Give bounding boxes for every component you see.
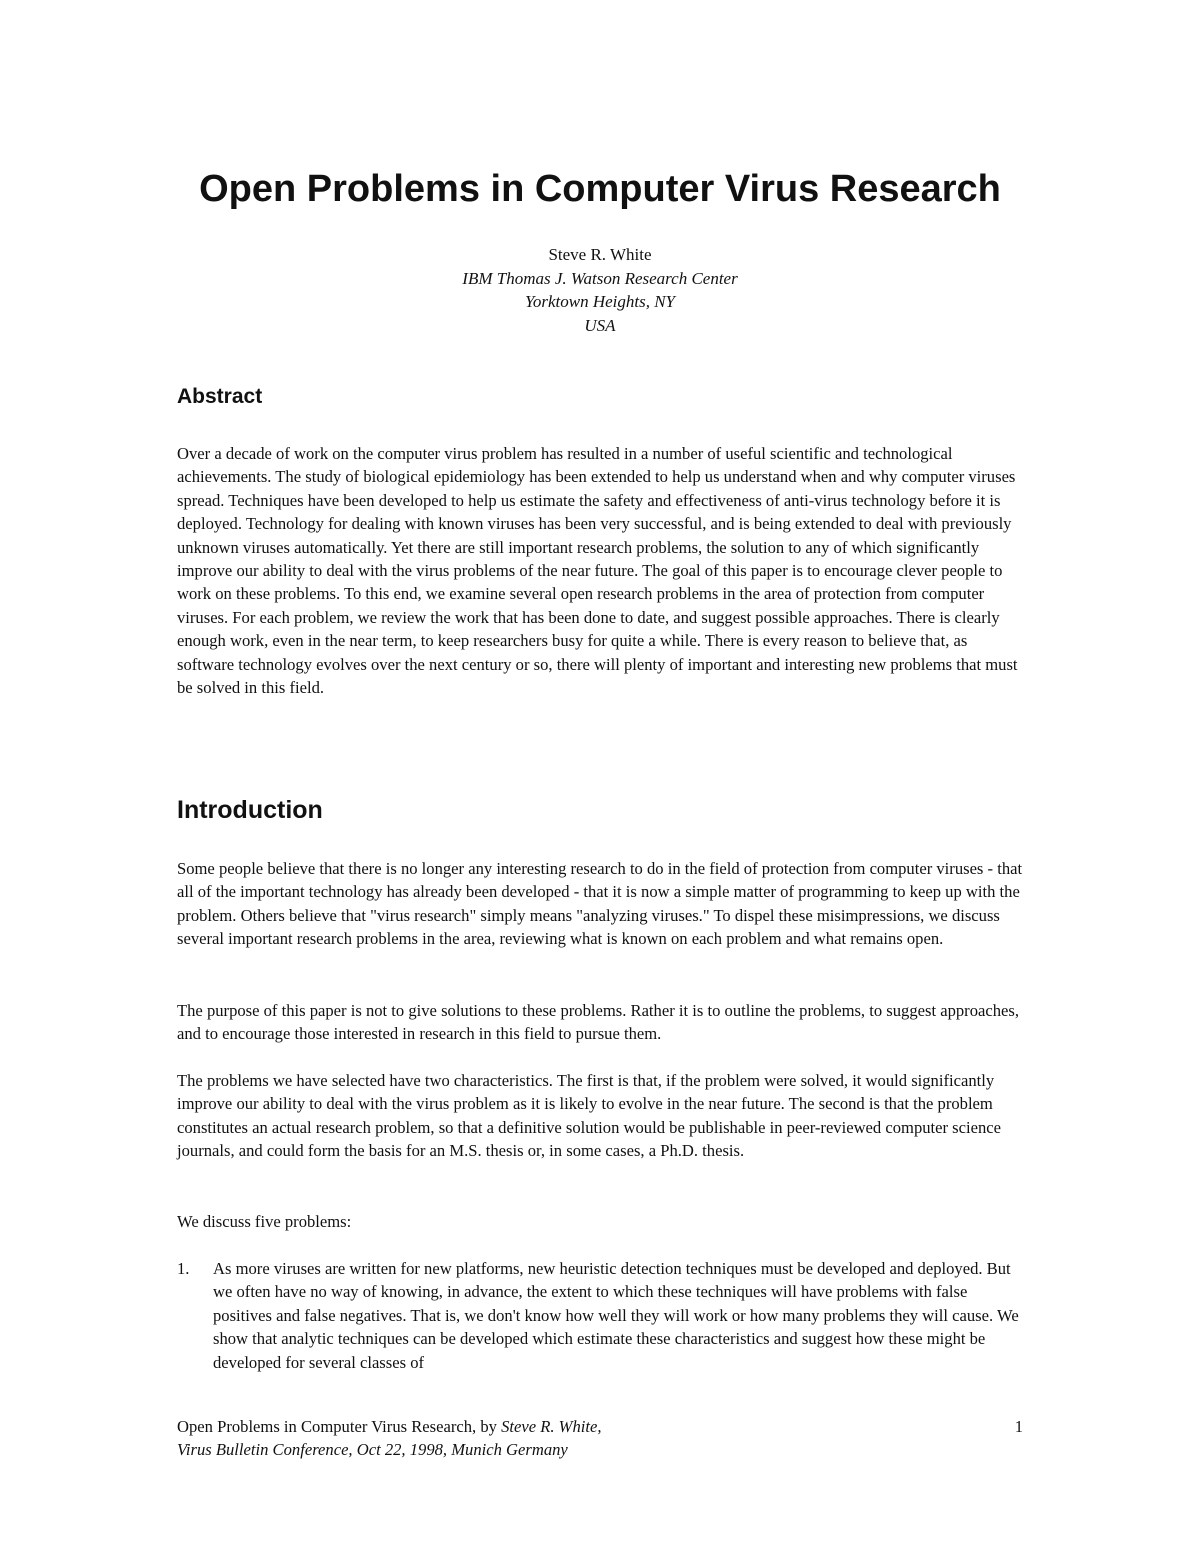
author-block [0,243,1200,337]
footer-conference: Virus Bulletin Conference, Oct 22, 1998, Munich Germany [177,1440,568,1459]
introduction-heading: Introduction [177,796,323,824]
footer-author: Steve R. White, [501,1417,602,1436]
page-footer [177,1415,1023,1461]
intro-paragraph: The purpose of this paper is not to give solutions to these problems. Rather it is to outline the problems, to suggest approaches, and to encourage those interested in research in this field to pursue them. [177,1001,1019,1044]
footer-line-1 [177,1415,1023,1438]
list-item-text: As more viruses are written for new platforms, new heuristic detection techniques must be developed and deployed. But we often have no way of knowing, in advance, the extent to which these techniques will have problems with false positives and false negatives. That is, we don't know how well they will work or how many problems they will cause. We show that analytic techniques can be developed which estimate these characteristics and suggest how these might be developed for several classes of [213,1259,1019,1372]
abstract-heading: Abstract [177,385,263,408]
intro-paragraph: We discuss five problems: [177,1212,352,1231]
author-affiliation: IBM Thomas J. Watson Research Center [462,268,738,288]
paper-title: Open Problems in Computer Virus Research [199,168,1001,210]
author-country: USA [584,315,616,335]
abstract-text: Over a decade of work on the computer virus problem has resulted in a number of useful scientific and technological achievements. The study of biological epidemiology has been extended to help us understand when and why computer viruses spread. Techniques have been developed to help us estimate the safety and effectiveness of anti-virus technology before it is deployed. Technology for dealing with known viruses has been very successful, and is being extended to deal with previously unknown viruses automatically. Yet there are still important research problems, the solution to any of which significantly improve our ability to deal with the virus problems of the near future. The goal of this paper is to encourage clever people to work on these problems. To this end, we examine several open research problems in the area of protection from computer viruses. For each problem, we review the work that has been done to date, and suggest possible approaches. There is clearly enough work, even in the near term, to keep researchers busy for quite a while. There is every reason to believe that, as software technology evolves over the next century or so, there will plenty of important and interesting new problems that must be solved in this field. [177,444,1018,698]
intro-paragraph: The problems we have selected have two characteristics. The first is that, if the problem were solved, it would significantly improve our ability to deal with the virus problem as it is likely to evolve in the near future. The second is that the problem constitutes an actual research problem, so that a definitive solution would be publishable in peer-reviewed computer science journals, and could form the basis for an M.S. thesis or, in some cases, a Ph.D. thesis. [177,1071,1002,1161]
footer-citation: Open Problems in Computer Virus Research, by [177,1417,502,1436]
author-name: Steve R. White [548,245,652,264]
page-number: 1 [1014,1417,1023,1436]
author-location: Yorktown Heights, NY [524,292,676,311]
list-item-number: 1. [177,1259,190,1278]
intro-paragraph: Some people believe that there is no longer any interesting research to do in the field of protection from computer viruses - that all of the important technology has already been developed - that it is now a simple matter of programming to keep up with the problem. Others believe that "virus research" simply means "analyzing viruses." To dispel these misimpressions, we discuss several important research problems in the area, reviewing what is known on each problem and what remains open. [177,859,1023,949]
